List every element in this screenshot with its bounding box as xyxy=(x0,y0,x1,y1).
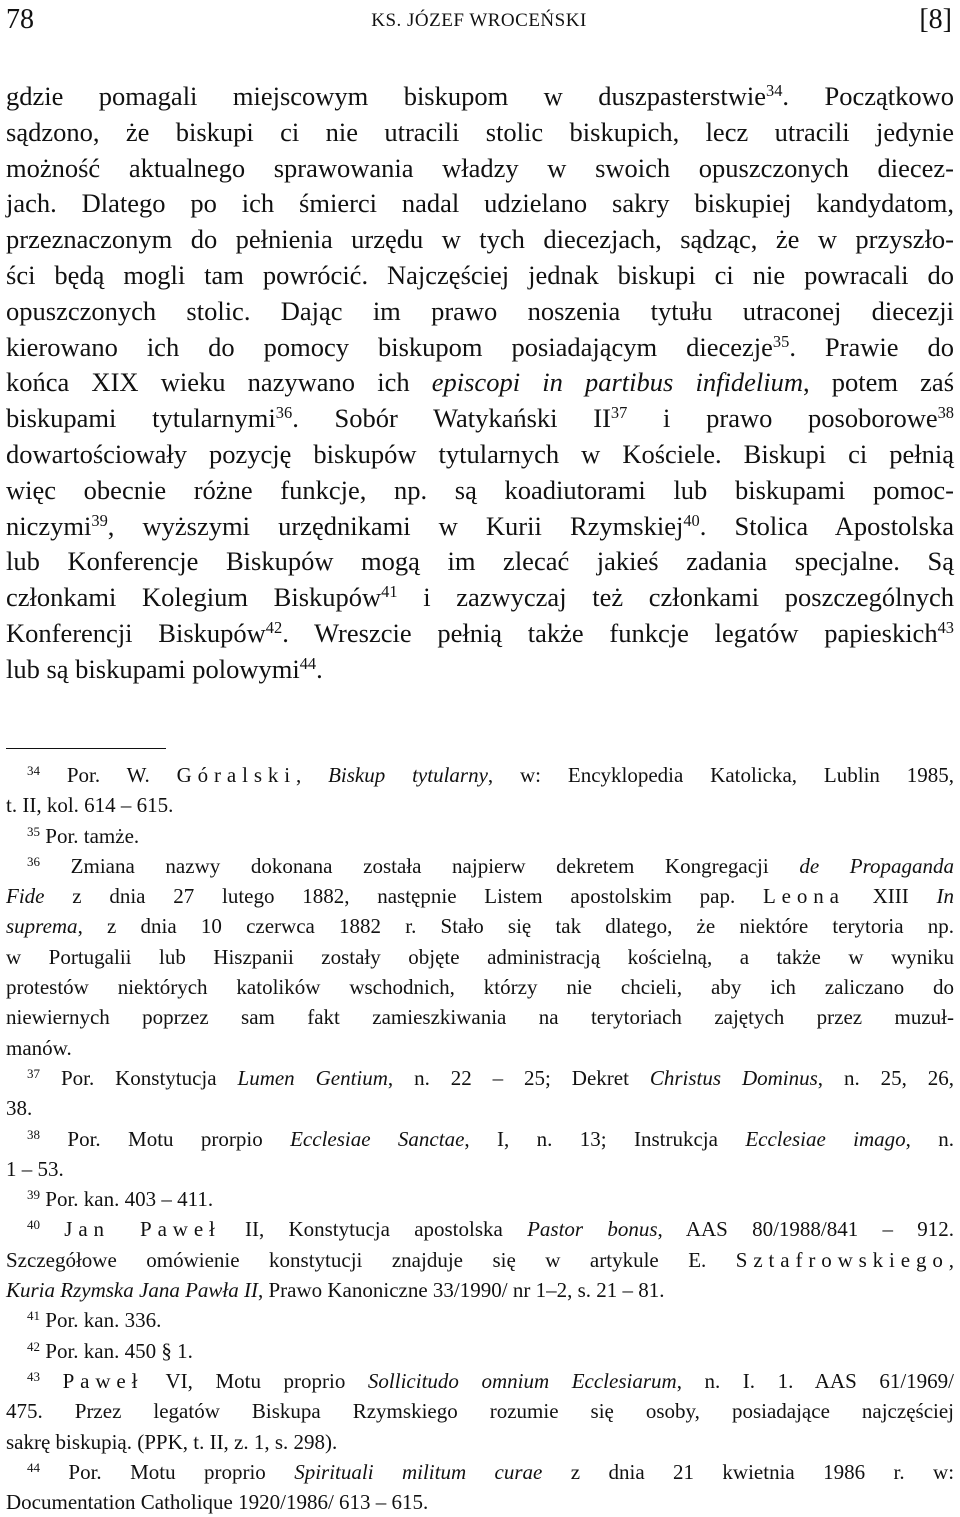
text-line: niczymi$^{39}$, wyższymi urzędnikami w Kurii Rzymskiej$^{40}$. Stolica Apostolska xyxy=(6,510,954,541)
footnote-37: $^{37}$ Por. Konstytucja Lumen Gentium, n. 22 – 25; Dekret Christus Dominus, n. 25, 26, xyxy=(27,1065,955,1090)
footnote-43-line: 475. Przez legatów Biskupa Rzymskiego rozumie się osoby, posiadające najczęściej xyxy=(6,1399,954,1424)
footnote-34: $^{34}$ Por. W. Góralski, Biskup tytularny, w: Encyklopedia Katolicka, Lublin 1985, xyxy=(27,762,955,787)
footnote-ref[interactable]: 39 xyxy=(91,510,108,530)
footnote-36-line: w Portugalii lub Hiszpanii zostały objęte administracją kościelną, a także w wyniku xyxy=(6,944,954,969)
footnote-37-cont: 38. xyxy=(6,1096,33,1121)
text-line: gdzie pomagali miejscowym biskupom w duszpasterstwie$^{34}$. Początkowo xyxy=(6,80,954,111)
text-line: opuszczonych stolic. Dając im prawo noszenia tytułu utraconej diecezji xyxy=(6,295,954,326)
footnote-43: $^{43}$ Paweł VI, Motu proprio Sollicitudo omnium Ecclesiarum, n. I. 1. AAS 61/1969/ xyxy=(27,1368,955,1393)
text-line: więc obecnie różne funkcje, np. są koadiutorami lub biskupami pomoc- xyxy=(6,474,954,505)
footnote-36: $^{36}$ Zmiana nazwy dokonana została najpierw dekretem Kongregacji de Propaganda xyxy=(27,853,955,878)
page-header xyxy=(6,4,952,44)
footnote-38: $^{38}$ Por. Motu prorpio Ecclesiae Sanctae, I, n. 13; Instrukcja Ecclesiae imago, n. xyxy=(27,1126,955,1151)
footnote-ref[interactable]: 40 xyxy=(683,510,700,530)
footnote-38-cont: 1 – 53. xyxy=(6,1156,64,1181)
footnote-ref[interactable]: 34 xyxy=(766,80,783,100)
footnote-40-line: Szczegółowe omówienie konstytucji znajduje się w artykule E. Sztafrowskiego, xyxy=(6,1247,954,1272)
text-line: ści będą mogli tam powrócić. Najczęściej jednak biskupi ci nie powracali do xyxy=(6,259,954,290)
footnote-separator xyxy=(6,748,166,749)
text-line: dowartościowały pozycję biskupów tytularnych w Kościele. Biskupi ci pełnią xyxy=(6,438,954,469)
footnote-35: $^{35}$ Por. tamże. xyxy=(27,823,140,848)
footnote-40-line: Kuria Rzymska Jana Pawła II, Prawo Kanoniczne 33/1990/ nr 1–2, s. 21 – 81. xyxy=(6,1278,665,1303)
footnote-44-line: Documentation Catholique 1920/1986/ 613 – 615. xyxy=(6,1490,429,1515)
text-line: lub są biskupami polowymi$^{44}$. xyxy=(6,653,323,684)
footnote-43-line: sakrę biskupią. (PPK, t. II, z. 1, s. 298). xyxy=(6,1429,338,1454)
footnote-36-line: Fide z dnia 27 lutego 1882, następnie Listem apostolskim pap. Leona XIII In xyxy=(6,884,954,909)
footnote-ref[interactable]: 41 xyxy=(381,582,398,602)
section-number: [8] xyxy=(919,4,952,35)
footnote-36-line: protestów niektórych katolików wschodnich, którzy nie chcieli, aby ich zaliczano do xyxy=(6,975,954,1000)
text-line: sądzono, że biskupi ci nie utracili stolic biskupich, lecz utracili jedynie xyxy=(6,116,954,147)
page-number: 78 xyxy=(6,4,34,35)
footnote-40: $^{40}$ Jan Paweł II, Konstytucja apostolska Pastor bonus, AAS 80/1988/841 – 912. xyxy=(27,1217,955,1242)
text-line: lub Konferencje Biskupów mogą im zlecać jakieś zadania specjalne. Są xyxy=(6,546,954,577)
main-text xyxy=(6,79,954,688)
footnote-36-line: manów. xyxy=(6,1035,72,1060)
text-line: biskupami tytularnymi$^{36}$. Sobór Watykański II$^{37}$ i prawo posoborowe$^{38}$ xyxy=(6,403,955,434)
text-line: kierowano ich do pomocy biskupom posiadającym diecezje$^{35}$. Prawie do xyxy=(6,331,954,362)
footnote-34-cont: t. II, kol. 614 – 615. xyxy=(6,793,174,818)
latin-phrase: episcopi in partibus infidelium xyxy=(431,367,803,398)
footnote-ref[interactable]: 36 xyxy=(275,403,293,423)
footnote-ref[interactable]: 43 xyxy=(937,617,954,637)
footnote-36-line: niewiernych poprzez sam fakt zamieszkiwania na terytoriach zajętych przez muzuł- xyxy=(6,1005,954,1030)
running-head: KS. JÓZEF WROCEŃSKI xyxy=(371,10,587,31)
text-line: członkami Kolegium Biskupów$^{41}$ i zazwyczaj też członkami poszczególnych xyxy=(6,582,954,613)
footnote-ref[interactable]: 35 xyxy=(772,331,790,351)
footnote-36-line: suprema, z dnia 10 czerwca 1882 r. Stało się tak dlatego, że niektóre terytoria np. xyxy=(6,914,954,939)
text-line: końca XIX wieku nazywano ich episcopi in partibus infidelium, potem zaś xyxy=(6,367,955,398)
text-line: możność aktualnego sprawowania władzy w swoich opuszczonych diecez- xyxy=(6,152,954,183)
text-line: jach. Dlatego po ich śmierci nadal udzielano sakry biskupiej kandydatom, xyxy=(6,188,954,219)
text-line: Konferencji Biskupów$^{42}$. Wreszcie pełnią także funkcje legatów papieskich$^{43}$ xyxy=(6,617,954,648)
footnote-ref[interactable]: 44 xyxy=(299,653,317,673)
footnote-ref[interactable]: 42 xyxy=(265,617,283,637)
footnote-44: $^{44}$ Por. Motu proprio Spirituali militum curae z dnia 21 kwietnia 1986 r. w: xyxy=(27,1459,955,1484)
text-line: przeznaczonym do pełnienia urzędu w tych diecezjach, sądząc, że w przyszło- xyxy=(6,224,954,255)
footnote-41: $^{41}$ Por. kan. 336. xyxy=(27,1308,162,1333)
footnote-ref[interactable]: 38 xyxy=(937,403,955,423)
footnote-39: $^{39}$ Por. kan. 403 – 411. xyxy=(27,1187,214,1212)
footnotes xyxy=(6,760,954,1517)
footnote-ref[interactable]: 37 xyxy=(610,403,628,423)
footnote-42: $^{42}$ Por. kan. 450 § 1. xyxy=(27,1338,193,1363)
